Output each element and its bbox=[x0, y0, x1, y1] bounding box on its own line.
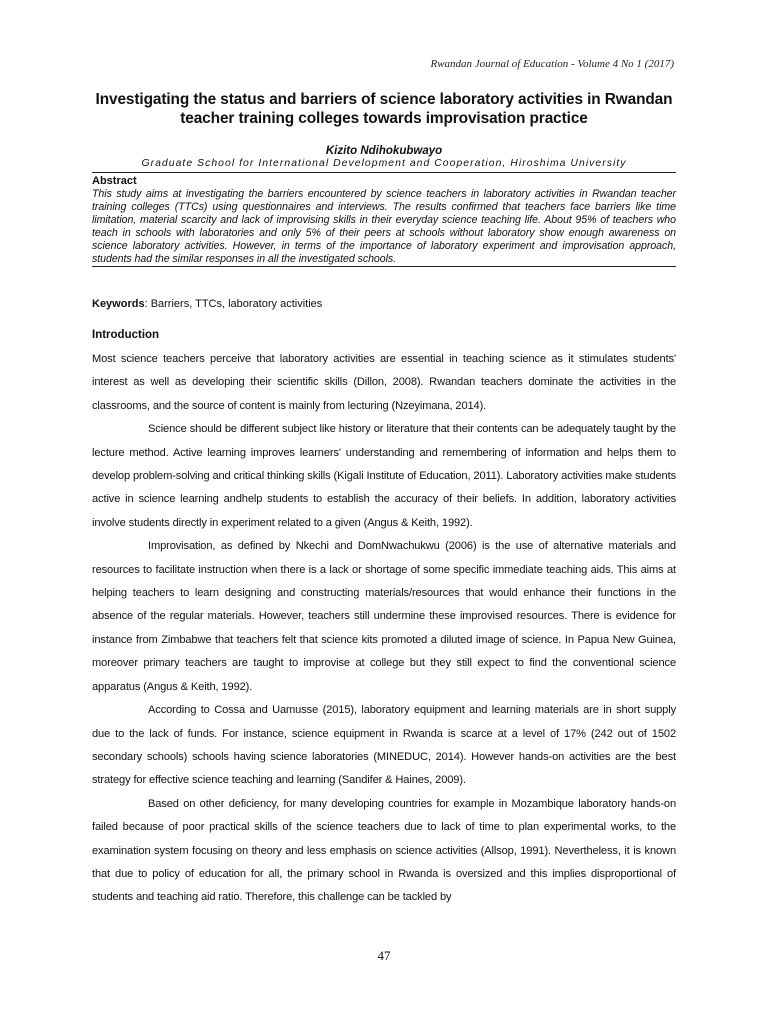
paragraph: Improvisation, as defined by Nkechi and DomNwachukwu (2006) is the use of alternative materials and resources to facilitate instruction when there is a lack or shortage of some specific immediate teaching aids. This aims at helping teachers to learn designing and constructing materials/resources that would enhance their functions in the absence of the regular materials. However, teachers still undermine these improvised resources. There is evidence for instance from Zimbabwe that teachers felt that science kits promoted a diluted image of science. In Papua New Guinea, moreover primary teachers are taught to improvise at college but they still expect to find the conventional science apparatus (Angus & Keith, 1992). bbox=[92, 540, 676, 693]
author-affiliation: Graduate School for International Development and Cooperation, Hiroshima University bbox=[141, 158, 627, 169]
keywords-text: : Barriers, TTCs, laboratory activities bbox=[144, 298, 323, 310]
introduction-heading: Introduction bbox=[92, 329, 160, 341]
paragraph: Most science teachers perceive that laboratory activities are essential in teaching science as it stimulates students' interest as well as developing their scientific skills (Dillon, 2008). Rwandan teachers dominate the activities in the classrooms, and the source of content is mainly from lecturing (Nzeyimana, 2014). bbox=[92, 353, 676, 412]
paper-title: Investigating the status and barriers of science laboratory activities in Rwandan teacher training colleges towards improvisation practice bbox=[95, 91, 673, 127]
journal-running-header: Rwandan Journal of Education - Volume 4 No 1 (2017) bbox=[430, 58, 674, 70]
paragraph: Science should be different subject like history or literature that their contents can be adequately taught by the lecture method. Active learning improves learners' understanding and remembering of information and helps them to develop problem-solving and critical thinking skills (Kigali Institute of Education, 2011). Laboratory activities make students active in science learning andhelp students to establish the accuracy of their beliefs. In addition, laboratory activities involve students directly in experiment related to a given (Angus & Keith, 1992). bbox=[92, 423, 676, 529]
abstract-text: This study aims at investigating the barriers encountered by science teachers in laboratory activities in Rwandan teacher training colleges (TTCs) using questionnaires and interviews. The results confirmed that teachers face barriers like time limitation, material scarcity and lack of improvising skills in their everyday science teaching life. About 95% of teachers who teach in schools with laboratories and only 5% of their peers at schools without laboratory show enough awareness on science laboratory activities. However, in terms of the importance of laboratory experiment and improvisation approach, students had the similar responses in all the investigated schools. bbox=[92, 188, 676, 265]
keywords-line bbox=[92, 298, 676, 310]
paragraph: According to Cossa and Uamusse (2015), laboratory equipment and learning materials are in short supply due to the lack of funds. For instance, science equipment in Rwanda is scarce at a level of 17% (242 out of 1502 secondary schools) schools having science laboratories (MINEDUC, 2014). However hands-on activities are the best strategy for effective science teaching and learning (Sandifer & Haines, 2009). bbox=[92, 704, 676, 787]
introduction-body bbox=[92, 348, 676, 910]
abstract-box bbox=[92, 172, 676, 267]
author-name: Kizito Ndihokubwayo bbox=[325, 145, 443, 157]
abstract-heading: Abstract bbox=[92, 175, 137, 187]
keywords-label: Keywords bbox=[92, 298, 145, 310]
paragraph: Based on other deficiency, for many developing countries for example in Mozambique laboratory hands-on failed because of poor practical skills of the science teachers due to lack of time to plan experimental works, to the examination system focusing on theory and less emphasis on science activities (Allsop, 1991). Nevertheless, it is known that due to policy of education for all, the primary school in Rwanda is oversized and this implies disproportional of students and teaching aid ratio. Therefore, this challenge can be tackled by bbox=[92, 797, 676, 904]
page-number: 47 bbox=[377, 948, 391, 963]
